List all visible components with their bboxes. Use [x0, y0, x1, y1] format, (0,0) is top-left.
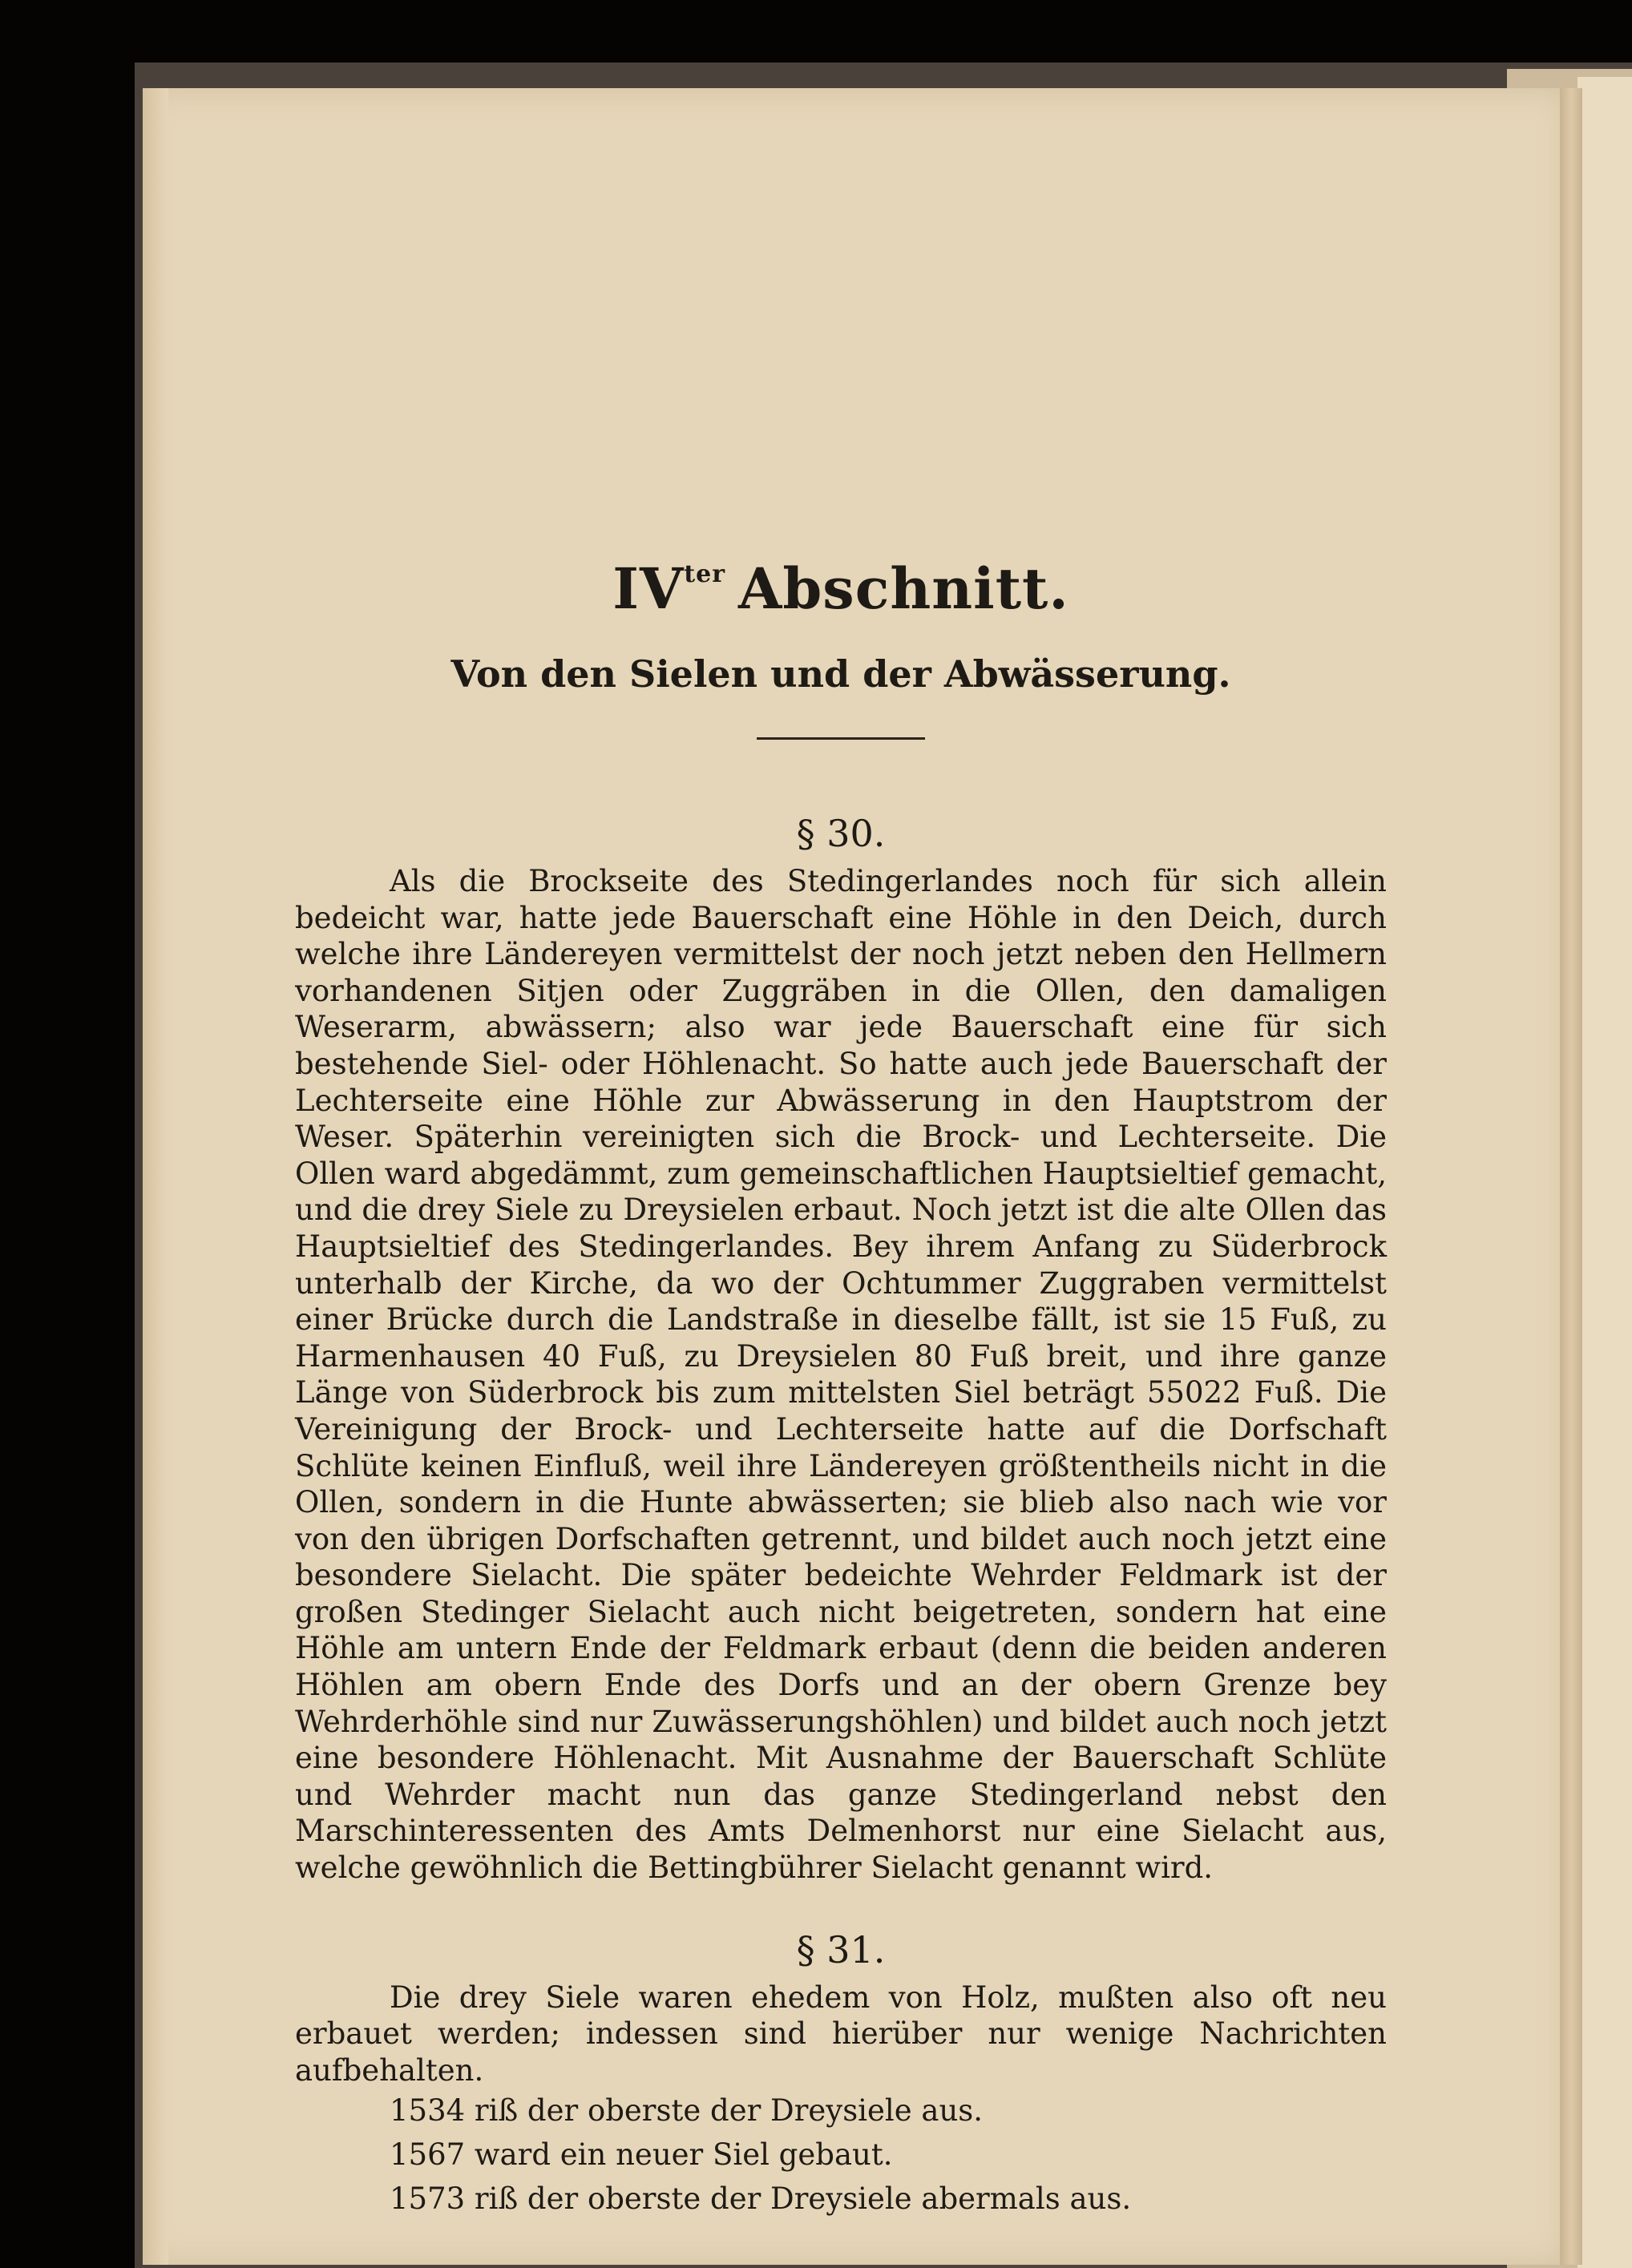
chapter-superscript: ter [684, 560, 726, 588]
chronicle-entry: 1534 riß der oberste der Dreysiele aus. [390, 2093, 984, 2129]
chapter-word: Abschnitt. [738, 555, 1069, 622]
chapter-title [295, 555, 1387, 622]
page-content [295, 555, 1387, 2221]
section-30 [295, 812, 1387, 1887]
section-31 [295, 1928, 1387, 2222]
section-heading: § 30. [796, 812, 886, 855]
chapter-numeral: IV [612, 555, 685, 622]
facing-page-edge [1577, 77, 1632, 2268]
section-heading: § 31. [796, 1927, 886, 1971]
title-rule [757, 737, 925, 740]
chronicle-entry: 1573 riß der oberste der Dreysiele abermals aus. [390, 2181, 1132, 2217]
section-paragraph: Die drey Siele waren ehedem von Holz, mußten also oft neu erbauet werden; indessen sind hierüber nur wenige Nachrichten aufbehalten. [295, 1979, 1387, 2088]
chapter-subtitle: Von den Sielen und der Abwässerung. [450, 652, 1231, 696]
page-left-edge [143, 88, 168, 2265]
section-paragraph: Als die Brockseite des Stedingerlandes noch für sich allein bedeicht war, hatte jede Bauerschaft eine Höhle in den Deich, durch welche ihre Ländereyen vermittelst der noch jetzt neben den Hellmern vorhandenen Sitjen oder Zuggräben in die Ollen, den damaligen Weserarm, abwässern; also war jede Bauerschaft eine für sich bestehende Siel- oder Höhlenacht. So hatte auch jede Bauerschaft der Lechterseite eine Höhle zur Abwässerung in den Hauptstrom der Weser. Späterhin vereinigten sich die Brock- und Lechterseite. Die Ollen ward abgedämmt, zum gemeinschaftlichen Hauptsieltief gemacht, und die drey Siele zu Dreysielen erbaut. Noch jetzt ist die alte Ollen das Hauptsieltief des Stedingerlandes. Bey ihrem Anfang zu Süderbrock unterhalb der Kirche, da wo der Ochtummer Zuggraben vermittelst einer Brücke durch die Landstraße in dieselbe fällt, ist sie 15 Fuß, zu Harmenhausen 40 Fuß, zu Dreysielen 80 Fuß breit, und ihre ganze Länge von Süderbrock bis zum mittelsten Siel beträgt 55022 Fuß. Die Vereinigung der Brock- und Lechterseite hatte auf die Dorfschaft Schlüte keinen Einfluß, weil ihre Ländereyen größtentheils nicht in die Ollen, sondern in die Hunte abwässerten; sie blieb also nach wie vor von den übrigen Dorfschaften getrennt, und bildet auch noch jetzt eine besondere Sielacht. Die später bedeichte Wehrder Feldmark ist der großen Stedinger Sielacht auch nicht beigetreten, sondern hat eine Höhle am untern Ende der Feldmark erbaut (denn die beiden anderen Höhlen am obern Ende des Dorfs und an der obern Grenze bey Wehrderhöhle sind nur Zuwässerungshöhlen) und bildet auch noch jetzt eine besondere Höhlenacht. Mit Ausnahme der Bauerschaft Schlüte und Wehrder macht nun das ganze Stedingerland nebst den Marschinteressenten des Amts Delmenhorst nur eine Sielacht aus, welche gewöhnlich die Bettingbührer Sielacht genannt wird. [295, 864, 1387, 1886]
chronicle-entry: 1567 ward ein neuer Siel gebaut. [390, 2137, 893, 2173]
page-gutter [1560, 88, 1582, 2265]
